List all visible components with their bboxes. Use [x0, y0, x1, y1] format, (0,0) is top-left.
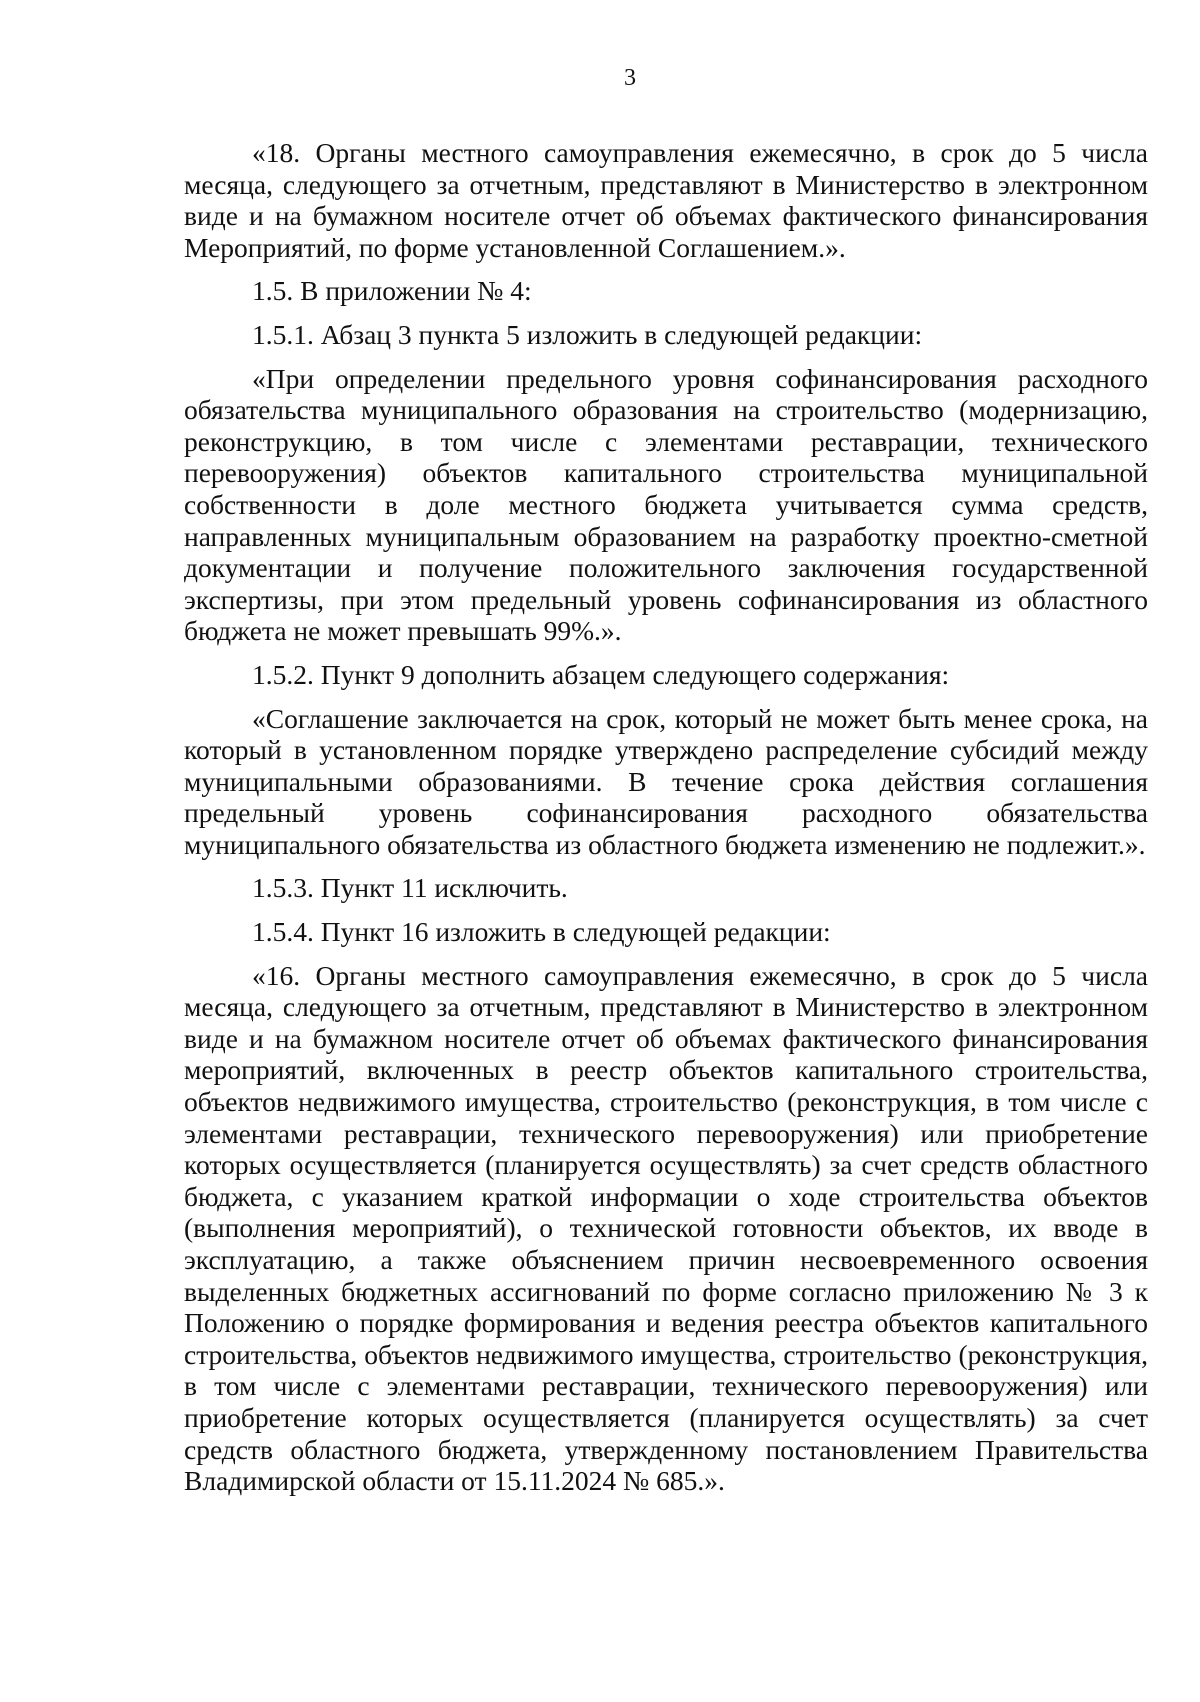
- paragraph-1-5-2: 1.5.2. Пункт 9 дополнить абзацем следующего содержания:: [252, 658, 950, 690]
- paragraph-cofinancing-level: «При определении предельного уровня софинансирования расходного обязательства муниципального образования на строительство (модернизацию, реконструкцию, в том числе с элементами реставрации, технического перевооружения) объектов капитального строительства муниципальной собственности в доле местного бюджета учитывается сумма средств, направленных муниципальным образованием на разработку проектно-сметной документации и получение положительного заключения государственной экспертизы, при этом предельный уровень софинансирования из областного бюджета не может превышать 99%.».: [184, 362, 1148, 647]
- paragraph-1-5-4: 1.5.4. Пункт 16 изложить в следующей редакции:: [252, 916, 831, 948]
- paragraph-item-18: «18. Органы местного самоуправления ежемесячно, в срок до 5 числа месяца, следующего за отчетным, представляют в Министерство в электронном виде и на бумажном носителе отчет об объемах фактического финансирования Мероприятий, по форме установленной Соглашением.».: [184, 137, 1148, 263]
- paragraph-item-16: «16. Органы местного самоуправления ежемесячно, в срок до 5 числа месяца, следующего за отчетным, представляют в Министерство в электронном виде и на бумажном носителе отчет об объемах фактического финансирования мероприятий, включенных в реестр объектов капитального строительства, объектов недвижимого имущества, строительство (реконструкция, в том числе с элементами реставрации, технического перевооружения) или приобретение которых осуществляется (планируется осуществлять) за счет средств областного бюджета, с указанием краткой информации о ходе строительства объектов (выполнения мероприятий), о технической готовности объектов, их вводе в эксплуатацию, а также объяснением причин несвоевременного освоения выделенных бюджетных ассигнований по форме согласно приложению № 3 к Положению о порядке формирования и ведения реестра объектов капитального строительства, объектов недвижимого имущества, строительство (реконструкция, в том числе с элементами реставрации, технического перевооружения) или приобретение которых осуществляется (планируется осуществлять) за счет средств областного бюджета, утвержденному постановлением Правительства Владимирской области от 15.11.2024 № 685.».: [184, 959, 1148, 1497]
- paragraph-1-5-1: 1.5.1. Абзац 3 пункта 5 изложить в следующей редакции:: [252, 318, 923, 350]
- paragraph-agreement-term: «Соглашение заключается на срок, который не может быть менее срока, на который в установленном порядке утверждено распределение субсидий между муниципальными образованиями. В течение срока действия соглашения предельный уровень софинансирования расходного обязательства муниципального обязательства из областного бюджета изменению не подлежит.».: [184, 702, 1148, 860]
- paragraph-1-5-3: 1.5.3. Пункт 11 исключить.: [252, 872, 568, 904]
- paragraph-1-5: 1.5. В приложении № 4:: [252, 275, 532, 307]
- page-number: 3: [624, 65, 636, 91]
- document-body: [184, 137, 1148, 1497]
